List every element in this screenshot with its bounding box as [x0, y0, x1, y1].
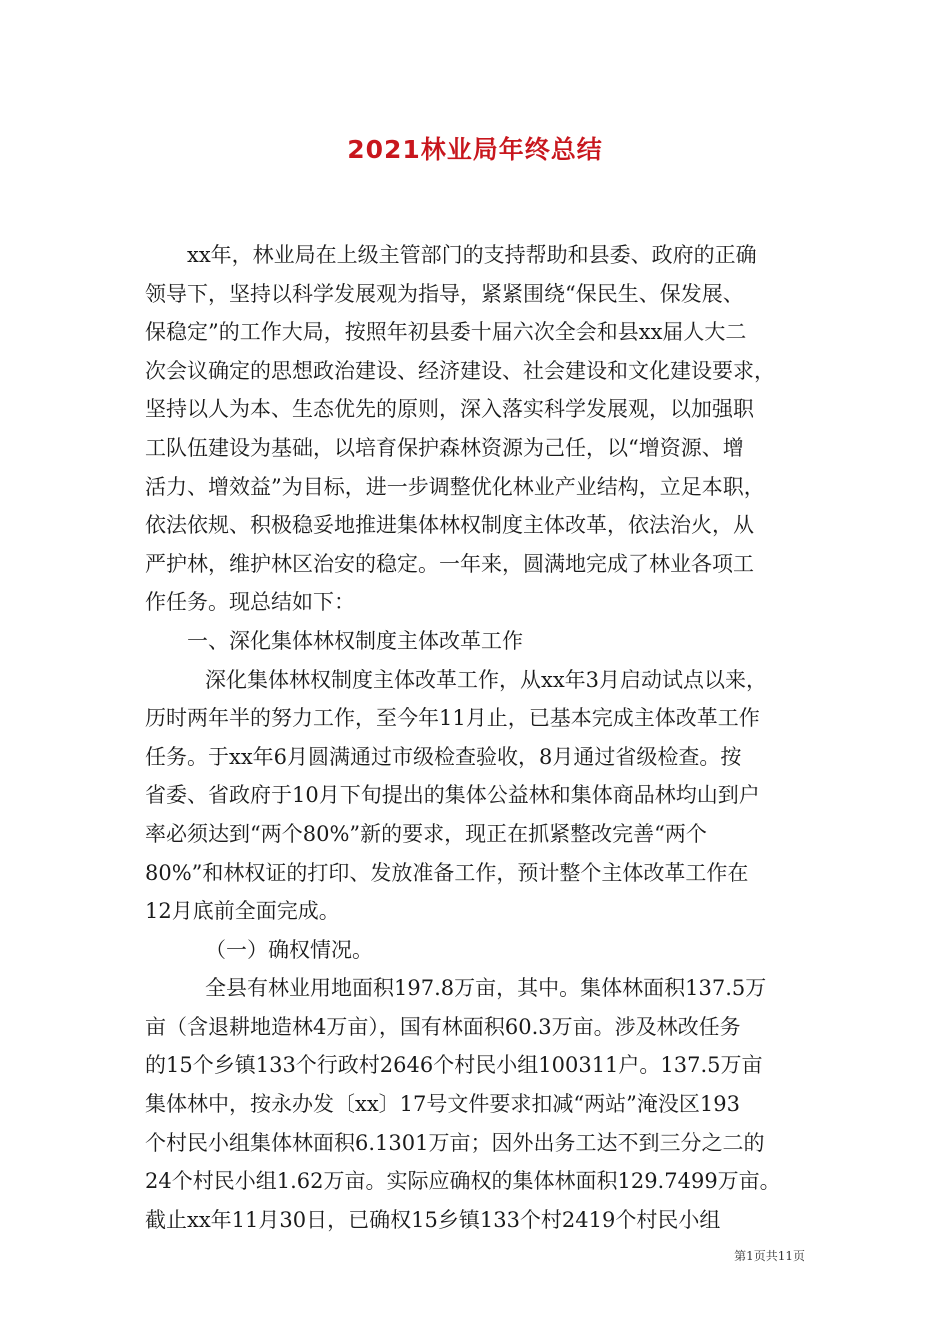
text-line: 个村民小组集体林面积6.1301万亩；因外出务工达不到三分之二的 [145, 1130, 765, 1155]
text-line: 保稳定”的工作大局，按照年初县委十届六次全会和县xx届人大二 [145, 320, 747, 345]
page-number: 第1页共11页 [734, 1249, 805, 1263]
text-line: 依法依规、积极稳妥地推进集体林权制度主体改革，依法治火，从 [145, 513, 754, 538]
text-line: 任务。于xx年6月圆满通过市级检查验收，8月通过省级检查。按 [145, 744, 742, 769]
text-line: 次会议确定的思想政治建设、经济建设、社会建设和文化建设要求， [145, 358, 775, 383]
text-line: 省委、省政府于10月下旬提出的集体公益林和集体商品林均山到户 [145, 783, 760, 808]
text-line: 历时两年半的努力工作，至今年11月止，已基本完成主体改革工作 [145, 706, 760, 731]
subsection-heading: （一）确权情况。 [205, 937, 373, 962]
text-line: 80%”和林权证的打印、发放准备工作，预计整个主体改革工作在 [145, 860, 749, 885]
text-line: 工队伍建设为基础，以培育保护森林资源为己任，以“增资源、增 [145, 435, 744, 460]
text-line: xx年，林业局在上级主管部门的支持帮助和县委、政府的正确 [187, 243, 757, 267]
text-line: 12月底前全面完成。 [145, 899, 340, 924]
text-line: 截止xx年11月30日，已确权15乡镇133个村2419个村民小组 [145, 1207, 721, 1232]
text-line: 集体林中，按永办发〔xx〕17号文件要求扣减“两站”淹没区193 [145, 1092, 740, 1117]
text-line: 全县有林业用地面积197.8万亩，其中。集体林面积137.5万 [205, 976, 767, 1001]
text-line: 坚持以人为本、生态优先的原则，深入落实科学发展观，以加强职 [145, 397, 754, 422]
document-title: 2021林业局年终总结 [347, 135, 603, 164]
document-body [145, 236, 825, 1239]
text-line: 深化集体林权制度主体改革工作，从xx年3月启动试点以来， [205, 667, 768, 692]
text-line: 率必须达到“两个80%”新的要求，现正在抓紧整改完善“两个 [145, 821, 707, 846]
text-line: 领导下，坚持以科学发展观为指导，紧紧围绕“保民生、保发展、 [145, 281, 744, 306]
section-heading: 一、深化集体林权制度主体改革工作 [187, 628, 523, 653]
text-line: 作任务。现总结如下： [145, 590, 355, 615]
text-line: 的15个乡镇133个行政村2646个村民小组100311户。137.5万亩 [145, 1053, 763, 1078]
text-line: 活力、增效益”为目标，进一步调整优化林业产业结构，立足本职， [145, 474, 765, 499]
text-line: 24个村民小组1.62万亩。实际应确权的集体林面积129.7499万亩。 [145, 1169, 781, 1194]
text-line: 严护林，维护林区治安的稳定。一年来，圆满地完成了林业各项工 [145, 551, 754, 576]
text-line: 亩（含退耕地造林4万亩），国有林面积60.3万亩。涉及林改任务 [145, 1014, 741, 1039]
